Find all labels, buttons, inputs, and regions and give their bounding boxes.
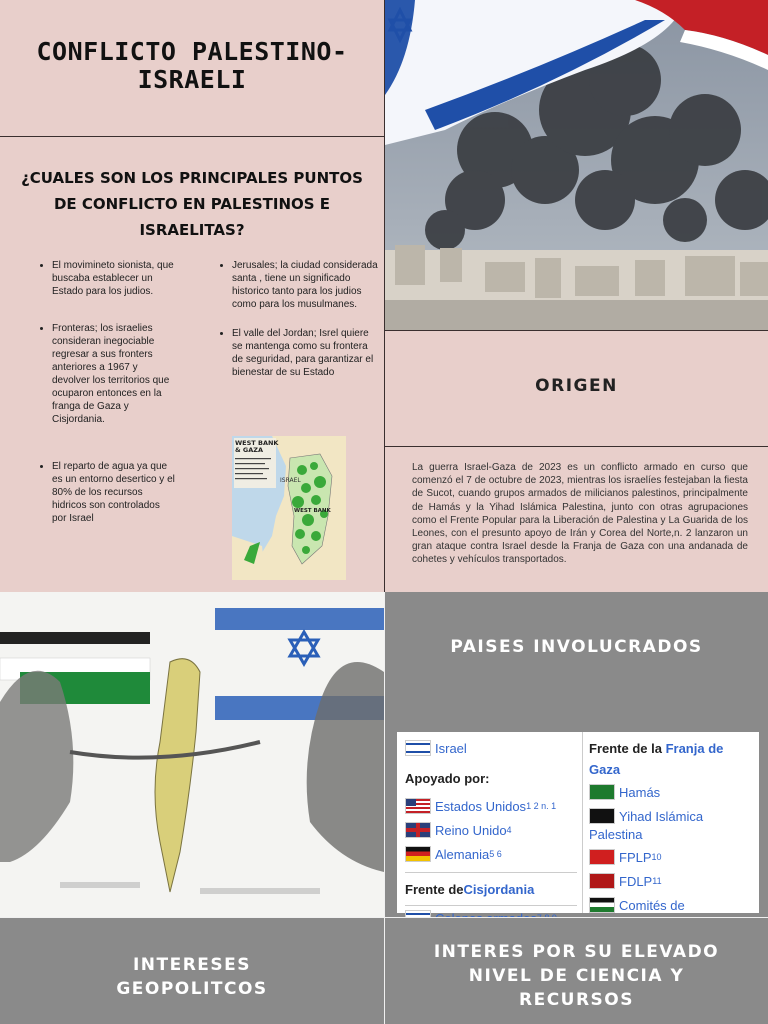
row-israel <box>405 736 577 760</box>
divider-vertical <box>384 592 385 1024</box>
apoyado-label: Apoyado por: <box>405 770 490 786</box>
link-yihad-palestina[interactable]: Palestina <box>589 827 643 842</box>
origin-text-panel <box>385 447 768 592</box>
divider <box>0 917 768 918</box>
origin-heading-panel <box>385 331 768 446</box>
link-comites[interactable]: Comités de <box>619 897 685 913</box>
link-us[interactable]: Estados Unidos <box>435 798 527 814</box>
tug-of-war-illustration <box>0 592 384 918</box>
bullets-right <box>216 259 378 403</box>
question-heading: ¿CUALES SON LOS PRINCIPALES PUNTOS DE CONFLICTO EN PALESTINOS E ISRAELITAS? <box>21 169 363 239</box>
row-us <box>405 794 577 818</box>
paises-heading: PAISES INVOLUCRADOS <box>450 637 703 657</box>
refs-uk[interactable]: 4 <box>506 825 512 835</box>
row-uk <box>405 818 577 842</box>
title-panel <box>0 0 384 136</box>
link-franja-gaza[interactable]: Franja de Gaza <box>589 741 724 777</box>
bullet-jerusalen: • Jerusales; la ciudad considerada santa , tiene un significado historico tanto para los judios como para los musulmanes. <box>232 259 378 311</box>
row-de <box>405 842 577 866</box>
hamas-flag-icon <box>589 784 615 800</box>
frente-gaza-prefix: Frente de la <box>589 741 666 756</box>
map-label-west-bank: WEST BANK <box>294 508 331 514</box>
map-title-1: WEST BANK <box>235 439 279 447</box>
yihad-flag-icon <box>589 808 615 824</box>
link-yihad[interactable]: Yihad Islámica <box>619 808 704 824</box>
link-uk[interactable]: Reino Unido <box>435 822 507 838</box>
link-israel[interactable]: Israel <box>435 740 467 756</box>
bullet-fronteras: • Fronteras; los israelies consideran inegociable regresar a sus fronters anteriores a 1967 y devolver los territorios que ocuparon entonces en la franga de Gaza y Cisjordania. <box>52 322 176 426</box>
row-fdlp <box>589 869 755 893</box>
gaza-smoke-photo <box>385 0 768 330</box>
fdlp-flag-icon <box>589 873 615 889</box>
bullets-left <box>36 259 176 549</box>
intereses-panel <box>0 918 384 1024</box>
fplp-flag-icon <box>589 849 615 865</box>
us-flag-icon <box>405 798 431 814</box>
row-fplp <box>589 845 755 869</box>
frente-prefix: Frente de <box>405 881 464 897</box>
row-frente-gaza <box>589 738 755 780</box>
uk-flag-icon <box>405 822 431 838</box>
origin-paragraph: La guerra Israel-Gaza de 2023 es un conflicto armado en curso que comenzó el 7 de octubre de 2023, mientras los israelíes festejaban la fiesta de Sucot, cuando grupos armados de milicianos palestinos, principalmente de Hamás y la Yihad Islámica Palestina, junto con otras agrupaciones como el Frente Popular para la Liberación de Palestina y La Guarida de los Leones, con el presunto apoyo de Irán y Corea del Norte,n. 2 lanzaron un gran ataque contra Israel desde la Franja de Gaza con una andanada de cohetes y vehículos transportados. <box>412 462 748 566</box>
link-de[interactable]: Alemania <box>435 846 490 862</box>
link-cisjordania[interactable]: Cisjordania <box>463 881 535 897</box>
bullet-agua: • El reparto de agua ya que es un entorno desertico y el 80% de los recursos hidricos son controlados por Israel <box>52 460 176 525</box>
refs-us[interactable]: 1 2 n. 1 <box>526 801 557 811</box>
wiki-right-column <box>589 738 755 917</box>
origin-heading: ORIGEN <box>535 376 618 396</box>
row-comites <box>589 893 755 917</box>
wiki-belligerents-table <box>397 732 759 913</box>
intereses-heading: INTERESES GEOPOLITCOS <box>116 955 268 999</box>
link-fdlp[interactable]: FDLP <box>619 873 653 889</box>
page-title: CONFLICTO PALESTINO-ISRAELI <box>36 37 348 94</box>
interes-panel <box>385 918 768 1024</box>
conflict-points-panel <box>0 137 384 592</box>
link-hamas[interactable]: Hamás <box>619 784 661 800</box>
germany-flag-icon <box>405 846 431 862</box>
paises-panel <box>385 592 768 727</box>
link-fplp[interactable]: FPLP <box>619 849 652 865</box>
west-bank-gaza-map <box>232 436 346 580</box>
bullet-sionismo: • El movimineto sionista, que buscaba establecer un Estado para los judios. <box>52 259 176 298</box>
row-frente-cisjordania <box>405 872 577 901</box>
interes-heading: INTERES POR SU ELEVADO NIVEL DE CIENCIA Y RECURSOS <box>433 942 720 1010</box>
refs-de[interactable]: 5 6 <box>489 849 502 859</box>
yihad-continuation <box>589 824 755 845</box>
bullet-jordan: • El valle del Jordan; Isrel quiere se mantenga como su frontera de seguridad, para garantizar el bienestar de su Estado <box>232 327 378 379</box>
map-label-israel: ISRAEL <box>280 477 301 484</box>
wiki-frame <box>385 727 768 917</box>
wiki-column-divider <box>582 732 583 913</box>
map-title-2: & GAZA <box>235 446 264 454</box>
refs-fplp[interactable]: 10 <box>651 851 662 862</box>
refs-fdlp[interactable]: 11 <box>652 875 662 886</box>
row-hamas <box>589 780 755 804</box>
palestine-flag-icon <box>589 897 615 913</box>
israel-flag-icon <box>405 740 431 756</box>
wiki-left-column <box>405 736 577 930</box>
